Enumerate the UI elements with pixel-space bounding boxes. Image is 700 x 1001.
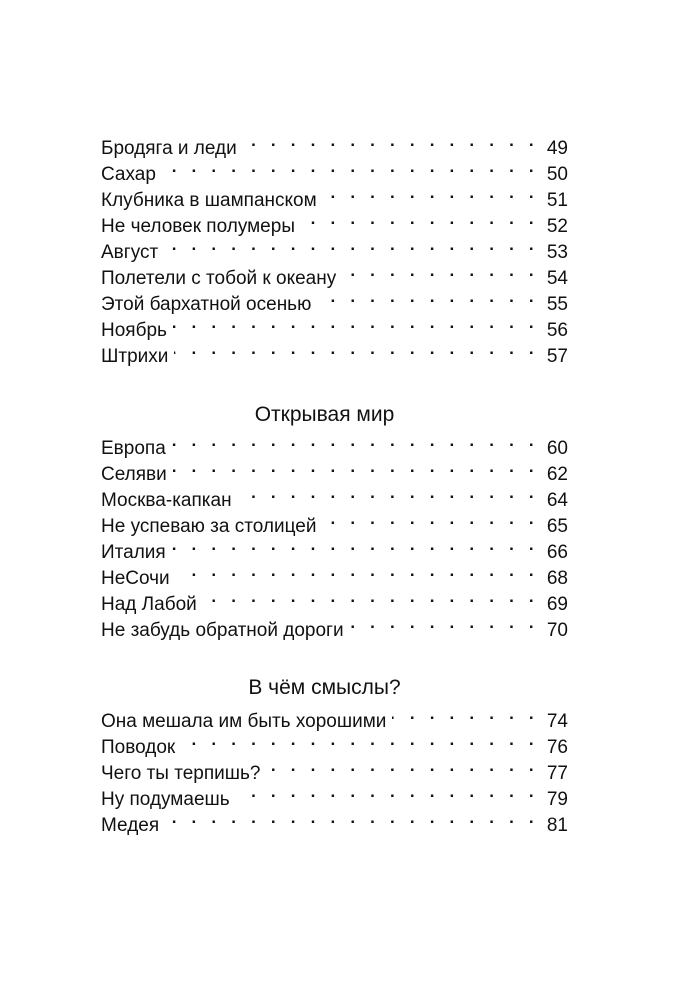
- toc-entry[interactable]: [101, 180, 568, 211]
- toc-entry[interactable]: [101, 154, 568, 185]
- dot-leader: [164, 232, 539, 258]
- toc-entry-page: 51: [546, 190, 568, 211]
- toc-entry[interactable]: [101, 428, 568, 459]
- toc-entry-page: 55: [546, 294, 568, 315]
- toc-entry-title: Бродяга и леди: [101, 138, 237, 159]
- dot-leader: [350, 610, 539, 636]
- toc-entry-page: 66: [546, 542, 568, 563]
- dot-leader: [342, 258, 539, 284]
- toc-entry-title: Ноябрь: [101, 320, 167, 341]
- toc-entry-title: Этой бархатной осенью: [101, 294, 312, 315]
- dot-leader: [172, 428, 539, 454]
- toc-entry-page: 60: [546, 438, 568, 459]
- toc-entry-title: Август: [101, 242, 159, 263]
- dot-leader: [243, 128, 539, 154]
- toc-entry-page: 77: [546, 763, 568, 784]
- section-heading: В чём смыслы?: [248, 676, 401, 699]
- toc-entry-page: 68: [546, 568, 568, 589]
- section-heading: Открывая мир: [254, 403, 395, 426]
- dot-leader: [392, 701, 538, 727]
- toc-entry-title: Не человек полумеры: [101, 216, 295, 237]
- dot-leader: [317, 284, 539, 310]
- toc-entry-title: Клубника в шампанском: [101, 190, 317, 211]
- toc-entry-title: Медея: [101, 815, 160, 836]
- toc-entry[interactable]: [101, 701, 568, 732]
- dot-leader: [162, 154, 539, 180]
- toc-entry-title: Италия: [101, 542, 166, 563]
- dot-leader: [176, 558, 539, 584]
- toc-entry-page: 64: [546, 490, 568, 511]
- dot-leader: [174, 336, 538, 362]
- toc-entry-page: 56: [546, 320, 568, 341]
- toc-entry-title: Штрихи: [101, 346, 169, 367]
- toc-entry-title: Не успеваю за столицей: [101, 516, 317, 537]
- dot-leader: [301, 206, 539, 232]
- toc-entry-title: Чего ты терпишь?: [101, 763, 261, 784]
- toc-entry-title: Над Лабой: [101, 594, 197, 615]
- toc-entry[interactable]: [101, 258, 568, 289]
- toc-entry-title: Поводок: [101, 737, 176, 758]
- toc-entry-page: 69: [546, 594, 568, 615]
- toc-entry-page: 57: [546, 346, 568, 367]
- dot-leader: [236, 779, 539, 805]
- dot-leader: [173, 454, 539, 480]
- toc-entry-title: Она мешала им быть хорошими: [101, 711, 387, 732]
- toc-entry-page: 65: [546, 516, 568, 537]
- toc-entry-page: 79: [546, 789, 568, 810]
- toc-entry[interactable]: [101, 532, 568, 563]
- toc-entry-title: Селяви: [101, 464, 167, 485]
- toc-entry-page: 52: [546, 216, 568, 237]
- toc-entry-page: 74: [546, 711, 568, 732]
- dot-leader: [266, 753, 538, 779]
- toc-entry[interactable]: [101, 805, 568, 836]
- table-of-contents: [101, 128, 568, 836]
- toc-entry-page: 49: [546, 138, 568, 159]
- toc-entry-title: Не забудь обратной дороги: [101, 620, 344, 641]
- toc-entry-page: 62: [546, 464, 568, 485]
- toc-entry-title: Сахар: [101, 164, 156, 185]
- dot-leader: [181, 727, 539, 753]
- toc-entry-page: 53: [546, 242, 568, 263]
- dot-leader: [165, 805, 539, 831]
- toc-entry-title: Москва-капкан: [101, 490, 232, 511]
- dot-leader: [173, 310, 539, 336]
- dot-leader: [172, 532, 539, 558]
- toc-entry[interactable]: [101, 232, 568, 263]
- dot-leader: [322, 506, 538, 532]
- dot-leader: [203, 584, 539, 610]
- toc-entry[interactable]: [101, 128, 568, 159]
- toc-entry-page: 54: [546, 268, 568, 289]
- toc-entry-title: Полетели с тобой к океану: [101, 268, 337, 289]
- toc-entry-page: 70: [546, 620, 568, 641]
- toc-entry-title: Европа: [101, 438, 166, 459]
- toc-entry-page: 50: [546, 164, 568, 185]
- toc-entry-title: НеСочи: [101, 568, 170, 589]
- toc-entry-title: Ну подумаешь: [101, 789, 230, 810]
- dot-leader: [238, 480, 539, 506]
- toc-entry-page: 76: [546, 737, 568, 758]
- dot-leader: [323, 180, 539, 206]
- toc-entry-page: 81: [546, 815, 568, 836]
